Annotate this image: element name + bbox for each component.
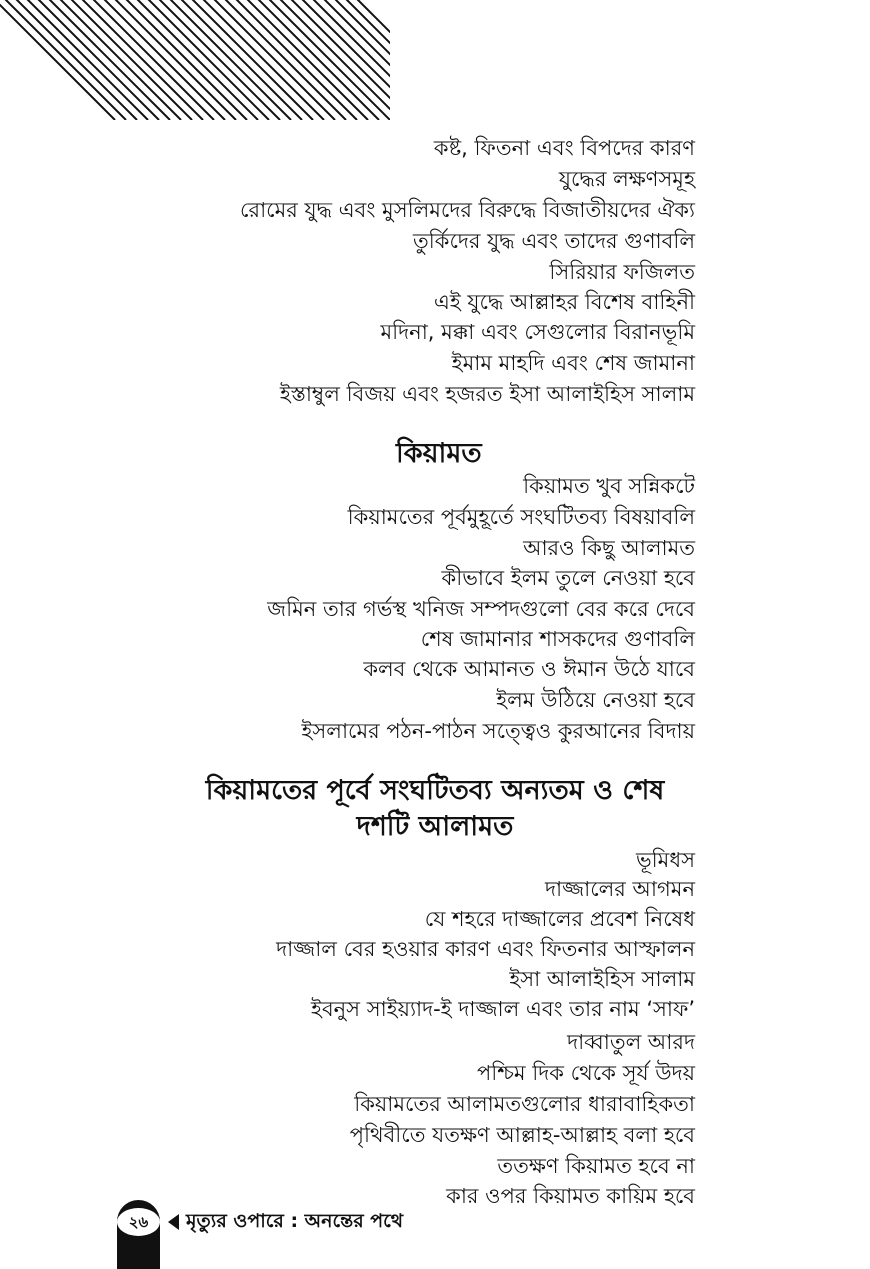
toc-item: মদিনা, মক্কা এবং সেগুলোর বিরানভূমি <box>380 320 695 344</box>
toc-item: কলব থেকে আমানত ও ঈমান উঠে যাবে <box>363 657 695 681</box>
running-book-title: মৃত্যুর ওপারে : অনন্তের পথে <box>186 1210 404 1232</box>
toc-item: পৃথিবীতে যতক্ষণ আল্লাহ-আল্লাহ বলা হবে <box>349 1123 695 1147</box>
toc-item: ততক্ষণ কিয়ামত হবে না <box>497 1154 695 1178</box>
toc-item: ইবনুস সাইয়্যাদ-ই দাজ্জাল এবং তার নাম ‘সাফ’ <box>311 997 695 1021</box>
toc-item: কার ওপর কিয়ামত কায়িম হবে <box>446 1184 695 1208</box>
toc-item: কীভাবে ইলম তুলে নেওয়া হবে <box>441 566 695 590</box>
toc-item: ইলম উঠিয়ে নেওয়া হবে <box>496 688 695 712</box>
toc-item: সিরিয়ার ফজিলত <box>549 260 695 284</box>
section-heading-ten-signs-line1: কিয়ামতের পূর্বে সংঘটিতব্য অন্যতম ও শেষ <box>205 775 665 806</box>
toc-item: আরও কিছু আলামত <box>523 536 695 560</box>
toc-item: দাজ্জালের আগমন <box>544 877 695 901</box>
diagonal-stripes-decoration <box>0 0 390 120</box>
stripe-line <box>12 0 137 120</box>
triangle-left-icon <box>168 1214 179 1230</box>
toc-item: ইস্তাম্বুল বিজয় এবং হজরত ইসা আলাইহিস সালাম <box>279 382 695 406</box>
stripe-line <box>1 0 126 120</box>
section-heading-kiyamat: কিয়ামত <box>396 438 482 469</box>
toc-item: দাজ্জাল বের হওয়ার কারণ এবং ফিতনার আস্ফালন <box>276 937 695 961</box>
toc-item: ইমাম মাহদি এবং শেষ জামানা <box>451 351 695 375</box>
page-number: ২৬ <box>117 1208 160 1236</box>
toc-item: তুর্কিদের যুদ্ধ এবং তাদের গুণাবলি <box>412 229 695 253</box>
toc-item: ভূমিধস <box>636 848 695 872</box>
toc-item: পশ্চিম দিক থেকে সূর্য উদয় <box>477 1061 695 1085</box>
toc-item: কষ্ট, ফিতনা এবং বিপদের কারণ <box>433 136 695 160</box>
toc-item: ইসা আলাইহিস সালাম <box>509 967 695 991</box>
toc-item: কিয়ামতের আলামতগুলোর ধারাবাহিকতা <box>354 1092 695 1116</box>
toc-item: কিয়ামতের পূর্বমুহূর্তে সংঘটিতব্য বিষয়াবলি <box>347 505 695 529</box>
toc-item: জমিন তার গর্ভস্থ খনিজ সম্পদগুলো বের করে দেবে <box>267 597 695 621</box>
section-heading-ten-signs-line2: দশটি আলামত <box>356 811 514 842</box>
toc-item: ইসলামের পঠন-পাঠন সত্ত্বেও কুরআনের বিদায় <box>301 719 695 743</box>
toc-item: যে শহরে দাজ্জালের প্রবেশ নিষেধ <box>424 907 695 931</box>
toc-item: শেষ জামানার শাসকদের গুণাবলি <box>420 627 695 651</box>
toc-item: দাব্বাতুল আরদ <box>567 1030 695 1054</box>
toc-item: এই যুদ্ধে আল্লাহর বিশেষ বাহিনী <box>433 290 695 314</box>
stripe-line <box>23 0 148 120</box>
toc-item: কিয়ামত খুব সন্নিকটে <box>523 474 695 498</box>
toc-item: রোমের যুদ্ধ এবং মুসলিমদের বিরুদ্ধে বিজাতীয়দের ঐক্য <box>240 198 695 222</box>
toc-item: যুদ্ধের লক্ষণসমূহ <box>558 167 695 191</box>
